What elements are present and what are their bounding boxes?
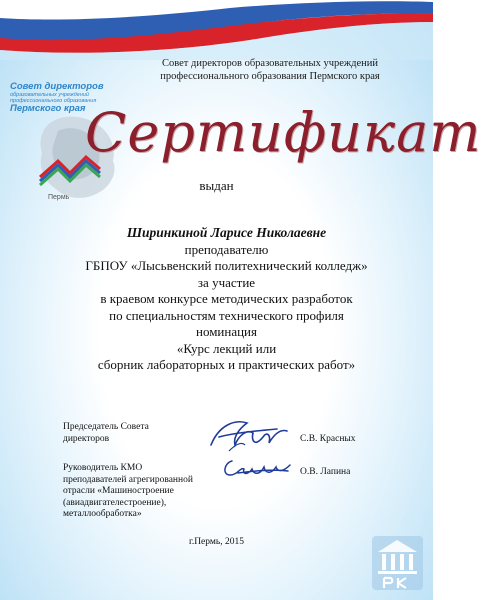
signer-2-role-line: Руководитель КМО	[63, 463, 143, 473]
handwritten-signature-1	[205, 415, 290, 455]
issuer-line-1: Совет директоров образовательных учреждений	[161, 58, 379, 69]
signer-2-role	[63, 463, 223, 521]
signer-1-role-line: Председатель Совета	[63, 422, 149, 432]
handwritten-signature-2	[218, 453, 293, 483]
recipient-position: преподавателю	[184, 241, 269, 257]
logo-line-2: образовательных учреждений	[10, 92, 89, 98]
signer-1-role	[63, 422, 213, 445]
svg-text:Пермь: Пермь	[48, 194, 70, 201]
issued-label: выдан	[199, 178, 234, 193]
recipient-name: Ширинкиной Ларисе Николаевне	[126, 225, 327, 240]
place-and-year: г.Пермь, 2015	[189, 537, 244, 547]
issuer-line-2: профессионального образования Пермского края	[160, 71, 380, 82]
signer-2-name: О.В. Лапина	[300, 467, 351, 477]
issuer-header	[120, 57, 420, 83]
logo-line-1: Совет директоров	[10, 81, 104, 92]
signer-2-role-line: (авиадвигателестроение),	[63, 497, 167, 508]
signer-2-role-line: преподавателей агрегированной	[63, 474, 193, 485]
nomination-label: номинация	[195, 324, 257, 339]
participation-text: за участие	[197, 274, 256, 290]
logo-line-3: Пермского края	[10, 103, 86, 114]
signer-2-role-line: металлообработка»	[63, 509, 142, 519]
flag-ribbon	[0, 0, 433, 60]
college-emblem-icon	[370, 532, 425, 592]
signer-1-name: С.В. Красных	[300, 434, 356, 444]
signer-1-role-line: директоров	[63, 433, 110, 444]
event-line-1: в краевом конкурсе методических разработок	[100, 291, 353, 306]
recipient-organization: ГБПОУ «Лысьвенский политехнический колледж»	[85, 258, 368, 273]
event-line-2: по специальностям технического профиля	[109, 307, 344, 323]
nomination-line-2: сборник лабораторных и практических работ»	[97, 357, 356, 372]
nomination-line-1: «Курс лекций или	[176, 340, 277, 356]
signer-2-role-line: отрасли «Машиностроение	[63, 486, 174, 496]
certificate-title: Сертификат	[85, 101, 482, 164]
certificate-body	[40, 225, 413, 374]
logo-line-2b: профессионального образования	[10, 98, 97, 104]
